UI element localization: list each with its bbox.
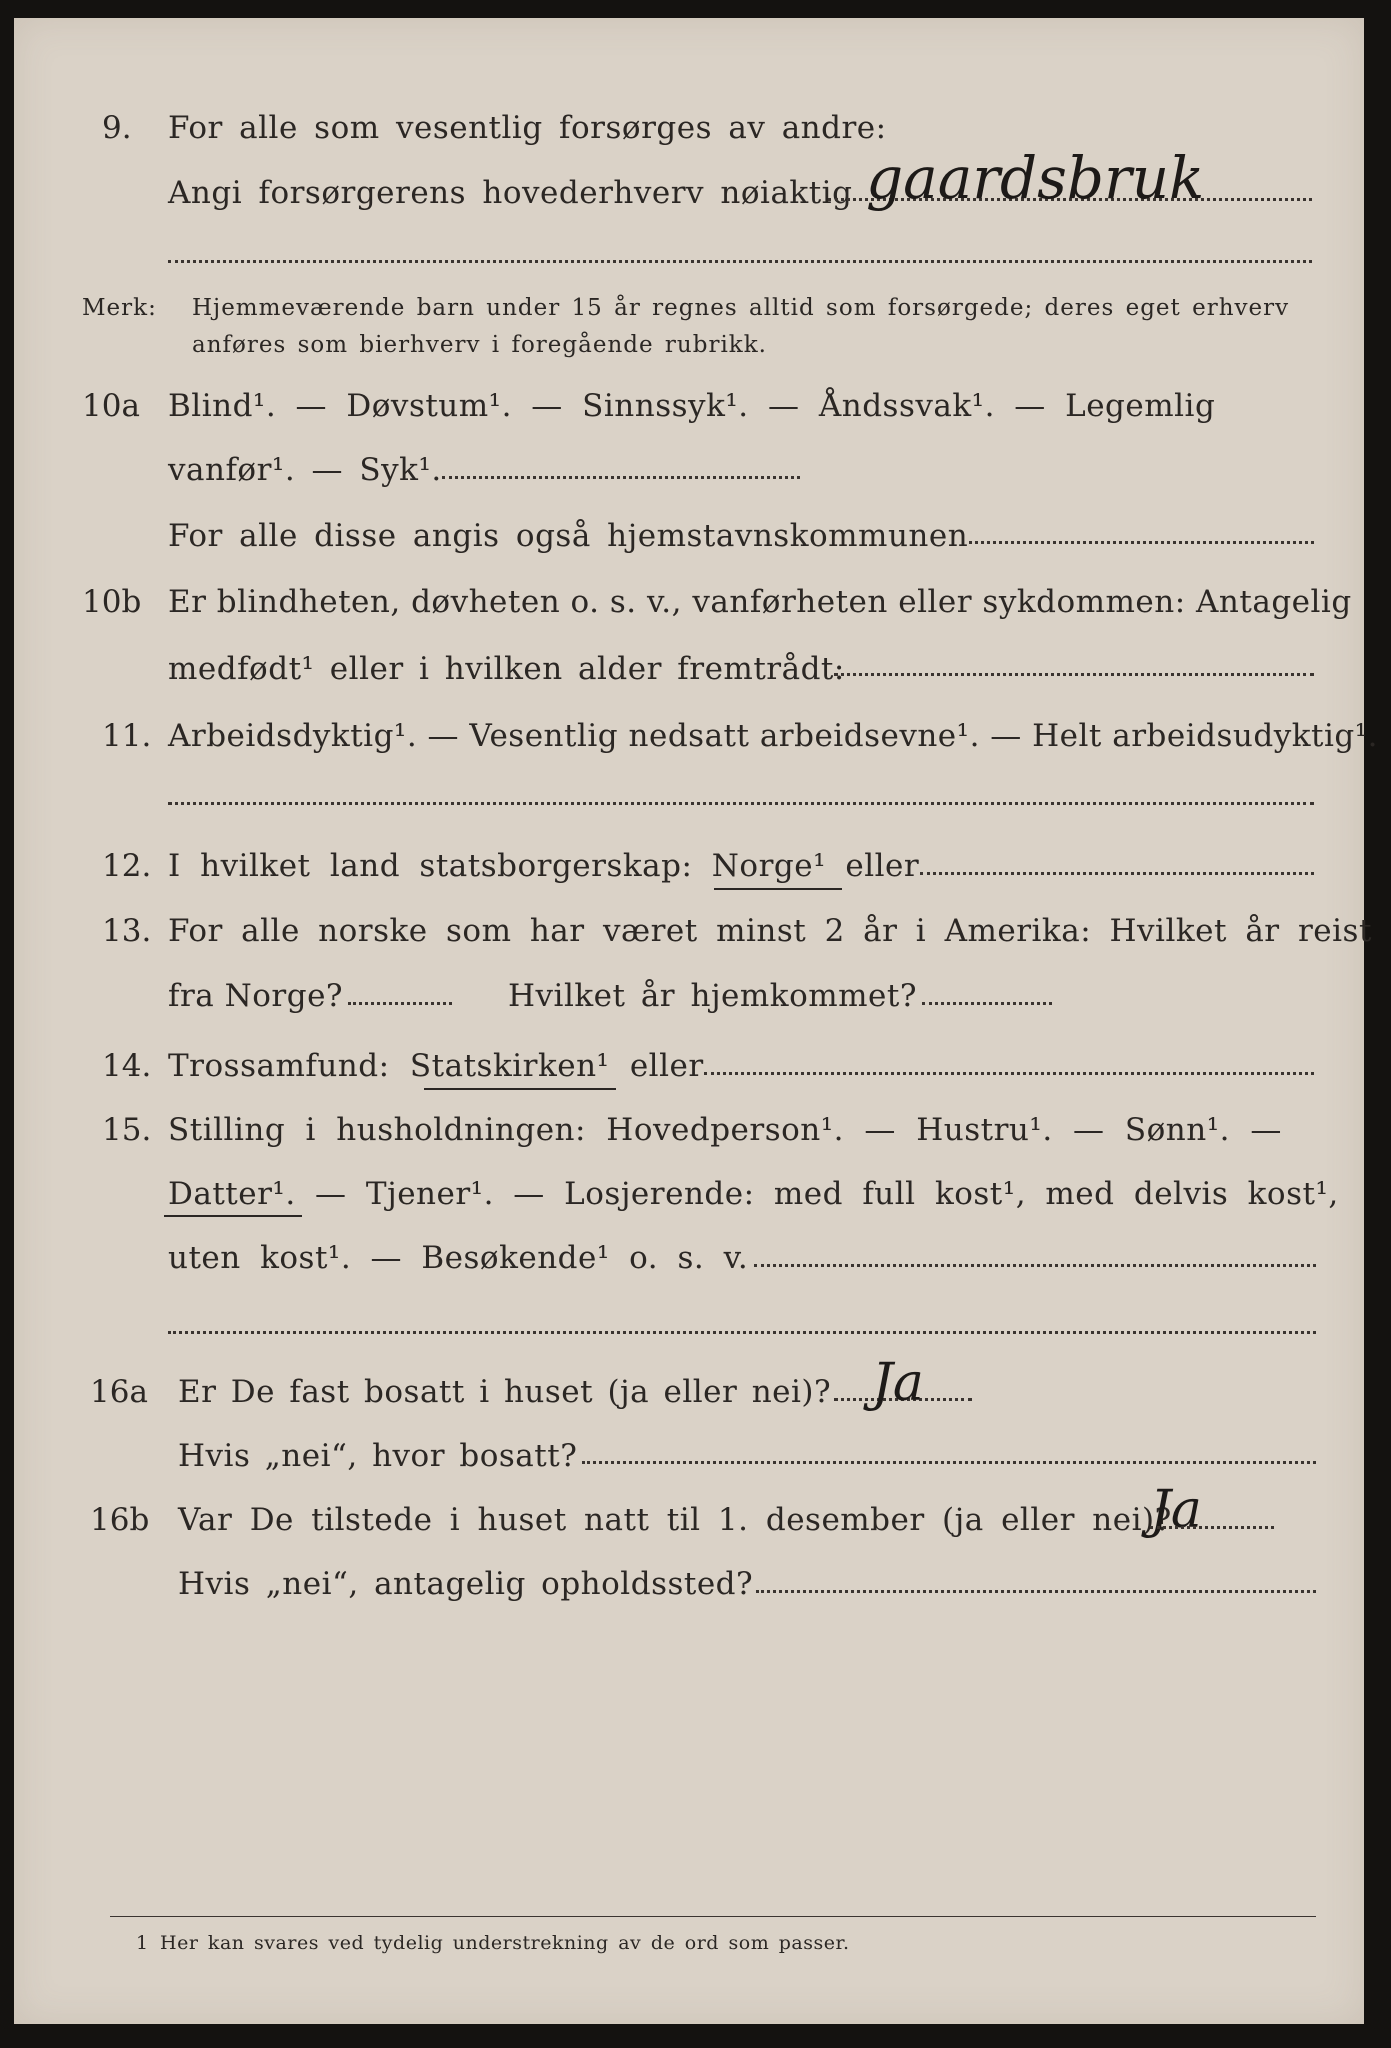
item-10a-line1: Blind¹. — Døvstum¹. — Sinnssyk¹. — Åndssvak¹. — Legemlig xyxy=(168,388,1216,424)
item-16b-line1: Var De tilstede i huset natt til 1. desember (ja eller nei)? xyxy=(178,1502,1172,1538)
item-10a-line2: vanfør¹. — Syk¹. xyxy=(168,452,442,488)
footnote-text: Her kan svares ved tydelig understrekning av de ord som passer. xyxy=(160,1932,850,1954)
item-14-answer-line xyxy=(704,1072,1314,1075)
item-11-line1: Arbeidsdyktig¹. — Vesentlig nedsatt arbeidsevne¹. — Helt arbeidsudyktig¹. xyxy=(168,718,1379,754)
item-12-line1: I hvilket land statsborgerskap: Norge¹ eller xyxy=(168,848,920,884)
item-16b-answer-line xyxy=(1150,1526,1274,1529)
footnote-rule xyxy=(110,1916,1316,1917)
item-13-line1: For alle norske som har været minst 2 år i Amerika: Hvilket år reist xyxy=(168,913,1372,949)
item-10a-kommune-line xyxy=(969,541,1314,544)
item-10b-line1: Er blindheten, døvheten o. s. v., vanførheten eller sykdommen: Antagelig xyxy=(168,584,1352,620)
item-10a-number: 10a xyxy=(82,388,140,424)
item-16a-number: 16a xyxy=(90,1374,148,1410)
item-16a-bosatt-line xyxy=(582,1461,1316,1464)
item-12-answer-line xyxy=(920,872,1314,875)
item-15-answer-line xyxy=(754,1264,1316,1267)
item-13-number: 13. xyxy=(102,913,152,949)
item-10b-line2: medfødt¹ eller i hvilken alder fremtrådt: xyxy=(168,651,845,687)
item-11-number: 11. xyxy=(102,718,152,754)
item-9-line1: For alle som vesentlig forsørges av andre: xyxy=(168,110,887,146)
item-15-datter-underline xyxy=(164,1215,302,1217)
item-12-norge-underline xyxy=(714,888,842,890)
item-16b-handwritten-answer: Ja xyxy=(1150,1480,1202,1540)
item-16a-line1: Er De fast bosatt i huset (ja eller nei)? xyxy=(178,1374,832,1410)
item-13-line2b: Hvilket år hjemkommet? xyxy=(508,978,917,1014)
footnote-marker: 1 xyxy=(136,1932,149,1954)
item-13-line2a: fra Norge? xyxy=(168,978,344,1014)
item-15-line3: uten kost¹. — Besøkende¹ o. s. v. xyxy=(168,1240,749,1276)
item-15-number: 15. xyxy=(102,1112,152,1148)
item-15-line1: Stilling i husholdningen: Hovedperson¹. — Hustru¹. — Sønn¹. — xyxy=(168,1112,1282,1148)
item-16a-line2: Hvis „nei“, hvor bosatt? xyxy=(178,1438,578,1474)
merk-text-line2: anføres som bierhverv i foregående rubrikk. xyxy=(192,332,767,358)
item-10a-line3: For alle disse angis også hjemstavnskommunen xyxy=(168,518,969,554)
item-12-number: 12. xyxy=(102,848,152,884)
item-11-answer-line xyxy=(168,802,1314,805)
census-form-page xyxy=(14,18,1379,2024)
item-9-extra-line xyxy=(168,260,1312,263)
item-16b-number: 16b xyxy=(90,1502,150,1538)
item-14-number: 14. xyxy=(102,1048,152,1084)
item-15-line2: Datter¹. — Tjener¹. — Losjerende: med full kost¹, med delvis kost¹, xyxy=(168,1176,1339,1212)
item-14-statskirken-underline xyxy=(424,1088,616,1090)
item-9-line2: Angi forsørgerens hovederhverv nøiaktig xyxy=(168,175,853,211)
merk-text-line1: Hjemmeværende barn under 15 år regnes alltid som forsørgede; deres eget erhverv xyxy=(192,295,1290,321)
merk-label: Merk: xyxy=(82,295,157,321)
item-13-reist-line xyxy=(348,1002,452,1005)
item-13-hjemkommet-line xyxy=(922,1002,1052,1005)
item-9-handwritten-answer: gaardsbruk xyxy=(866,144,1205,212)
item-16a-handwritten-answer: Ja xyxy=(872,1353,924,1413)
item-16b-opholdssted-line xyxy=(756,1590,1316,1593)
item-10a-answer-line xyxy=(442,476,800,479)
item-10b-answer-line xyxy=(834,673,1314,676)
item-10b-number: 10b xyxy=(82,584,142,620)
item-14-line1: Trossamfund: Statskirken¹ eller xyxy=(168,1048,704,1084)
item-16b-line2: Hvis „nei“, antagelig opholdssted? xyxy=(178,1566,754,1602)
item-9-number: 9. xyxy=(102,110,132,146)
item-15-extra-line xyxy=(168,1331,1316,1334)
